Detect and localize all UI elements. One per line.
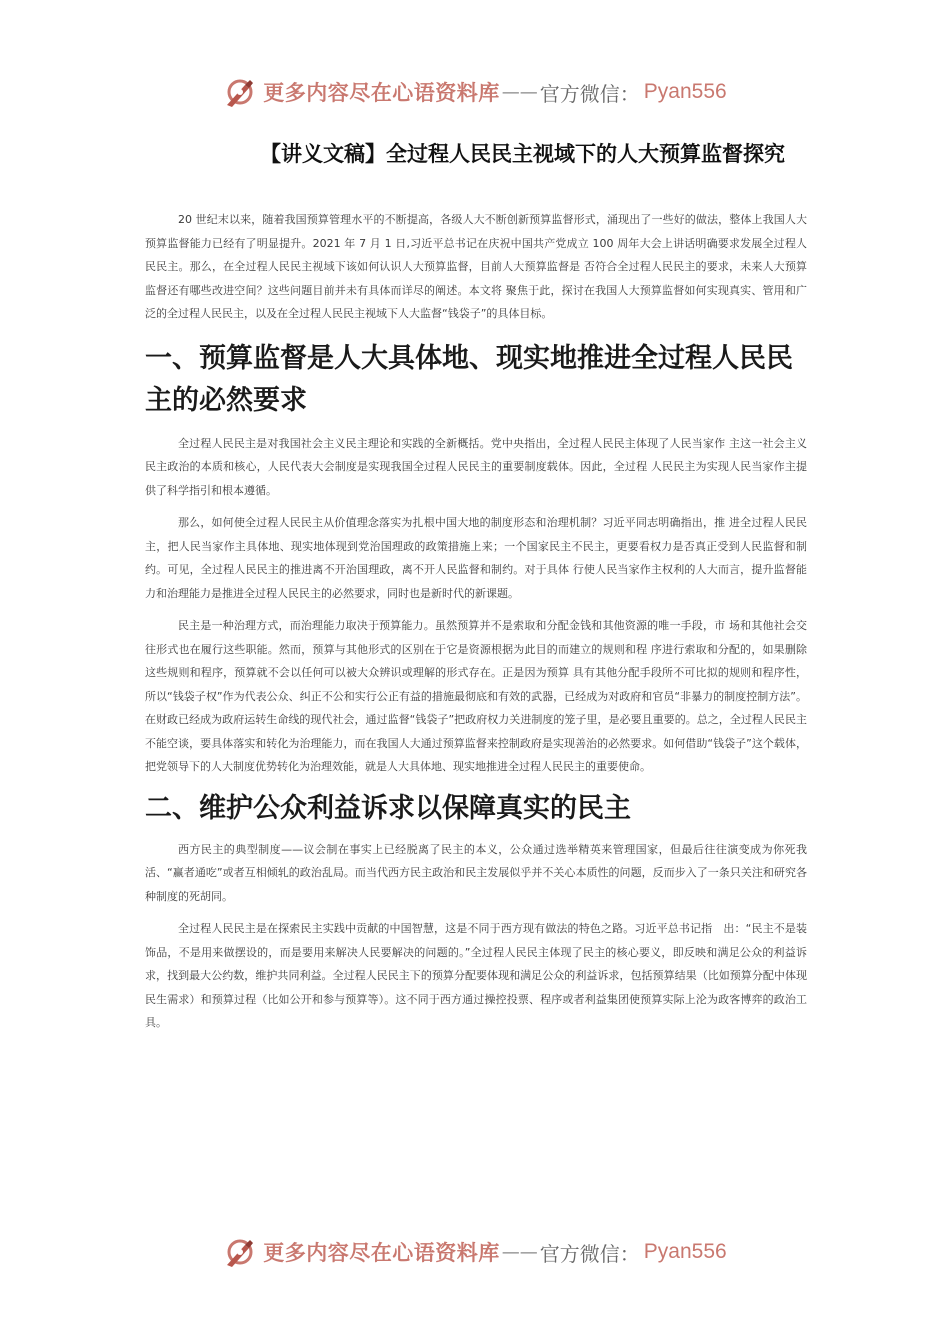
banner-wechat-id: Pyan556 xyxy=(643,80,727,103)
section-1-paragraph-1: 全过程人民民主是对我国社会主义民主理论和实践的全新概括。党中央指出，全过程人民民主体现了人民当家作 主这一社会主义民主政治的本质和核心，人民代表大会制度是实现我国全过程人民民主的重要制度载体。因此，全过程 人民民主为实现人民当家作主提供了科学指引和根本遵循。 xyxy=(145,436,807,497)
section-1-paragraph-3: 民主是一种治理方式，而治理能力取决于预算能力。虽然预算并不是索取和分配金钱和其他资源的唯一手段，市 场和其他社会交往形式也在履行这些职能。然而，预算与其他形式的区别在于它是资源根据为此目的而建立的规则和程 序进行索取和分配的，如果删除这些规则和程序，预算就不会以任何可以被大众辨识或理解的形式存在。正是因为预算 具有其他分配手段所不可比拟的规则和程序性，所以“钱袋子权”作为代表公众、纠正不公和实行公正有益的措施最彻底和有效的武器，已经成为对政府和官员“非暴力的制度控制方法”。在财政已经成为政府运转生命线的现代社会，通过监督“钱袋子”把政府权力关进制度的笼子里，是必要且重要的。总之，全过程人民民主不能空谈，要具体落实和转化为治理能力，而在我国人大通过预算监督来控制政府是实现善治的必然要求。如何借助“钱袋子”这个载体，把党领导下的人大制度优势转化为治理效能，就是人大具体地、现实地推进全过程人民民主的重要使命。 xyxy=(145,619,807,773)
section-2-heading: 二、维护公众利益诉求以保障真实的民主 xyxy=(145,792,631,824)
pen-circle-logo-icon xyxy=(223,1235,257,1269)
footer-wechat-label: 官方微信： xyxy=(539,1241,640,1266)
section-2-paragraph-2: 全过程人民民主是在探索民主实践中贡献的中国智慧，这是不同于西方现有做法的特色之路。习近平总书记指 出：“民主不是装饰品，不是用来做摆设的，而是要用来解决人民要解决的问题的。”全过程人民民主体现了民主的核心要义，即反映和满足公众的利益诉求，找到最大公约数，维护共同利益。全过程人民民主下的预算分配要体现和满足公众的利益诉求，包括预算结果（比如预算分配中体现民生需求）和预算过程（比如公开和参与预算等）。这不同于西方通过操控投票、程序或者利益集团使预算实际上沦为政客博弈的政治工具。 xyxy=(145,922,807,1029)
footer-brand: 更多内容尽在心语资料库 xyxy=(263,1240,500,1265)
intro-paragraph: 20 世纪末以来，随着我国预算管理水平的不断提高，各级人大不断创新预算监督形式，涌现出了一些好的做法，整体上我国人大预算监督能力已经有了明显提升。2021 年 7 月 1 日,习近平总书记在庆祝中国共产党成立 100 周年大会上讲话明确要求发展全过程人民民主。那么，在全过程人民民主视域下该如何认识人大预算监督，目前人大预算监督是 否符合全过程人民民主的要求，未来人大预算监督还有哪些改进空间？这些问题目前并未有具体而详尽的阐述。本文将 聚焦于此，探讨在我国人大预算监督如何实现真实、管用和广泛的全过程人民民主，以及在全过程人民民主视域下人大监督“钱袋子”的具体目标。 xyxy=(145,213,807,320)
document-body xyxy=(145,208,807,1044)
banner-wechat-label: 官方微信： xyxy=(539,81,640,106)
section-2-paragraph-1: 西方民主的典型制度——议会制在事实上已经脱离了民主的本义，公众通过选举精英来管理国家，但最后往往演变成为你死我活、“赢者通吃”或者互相倾轧的政治乱局。而当代西方民主政治和民主发展似乎并不关心本质性的问题，反而步入了一条只关注和研究各种制度的死胡同。 xyxy=(145,842,807,903)
document-title: 【讲义文稿】全过程人民民主视域下的人大预算监督探究 xyxy=(260,142,785,166)
section-1-heading: 一、预算监督是人大具体地、现实地推进全过程人民民主的必然要求 xyxy=(145,342,793,416)
banner-dash: —— xyxy=(501,81,538,103)
header-banner xyxy=(0,70,950,114)
pen-circle-logo-icon xyxy=(223,75,257,109)
section-1-paragraph-2: 那么，如何使全过程人民民主从价值理念落实为扎根中国大地的制度形态和治理机制？习近平同志明确指出，推 进全过程人民民主，把人民当家作主具体地、现实地体现到党治国理政的政策措施上来；一个国家民主不民主，更要看权力是否真正受到人民监督和制约。可见，全过程人民民主的推进离不开治国理政，离不开人民监督和制约。对于具体 行使人民当家作主权利的人大而言，提升监督能力和治理能力是推进全过程人民民主的必然要求，同时也是新时代的新课题。 xyxy=(145,516,807,600)
footer-banner xyxy=(0,1230,950,1274)
footer-dash: —— xyxy=(501,1241,538,1263)
footer-wechat-id: Pyan556 xyxy=(643,1240,727,1263)
banner-brand: 更多内容尽在心语资料库 xyxy=(263,80,500,105)
